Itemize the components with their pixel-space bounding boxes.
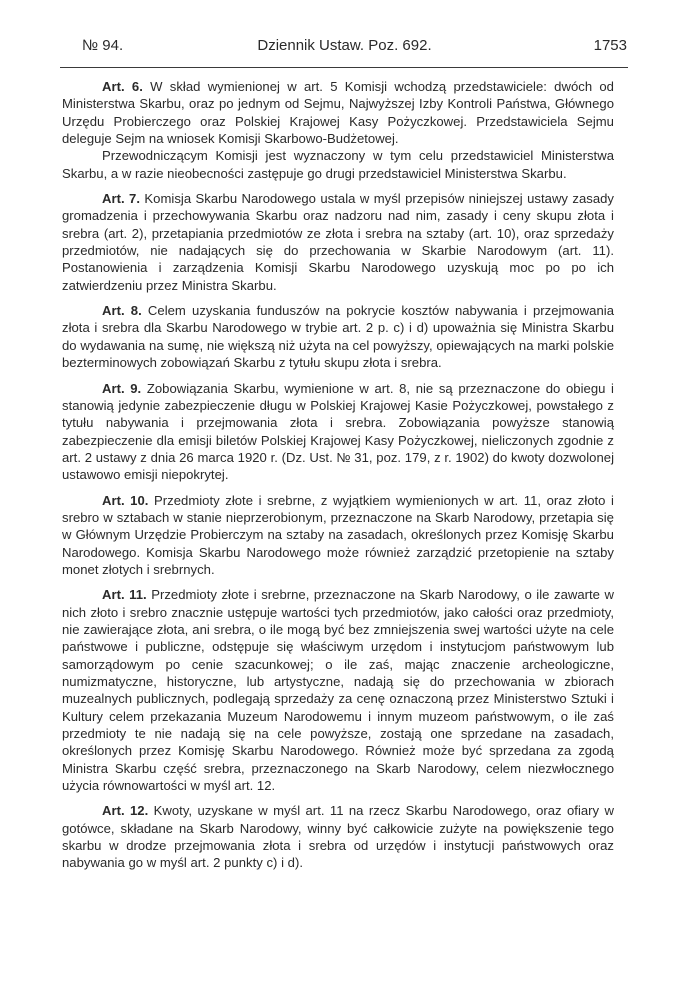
article-text: Przedmioty złote i srebrne, z wyjątkiem wymienionych w art. 11, oraz złoto i srebro w sztabach w stanie nieprzerobionym, przeznaczone na Skarb Narodowy, przetapia się w Głównym Urzędzie Probierczym na sztaby na zasadach, określonych przez Komisję Skarbu Narodowego. Komisja Skarbu Narodowego może również zarządzić przetopienie na sztaby monet złotych i srebrnych.: [62, 492, 614, 577]
paragraph-art-10: [62, 492, 614, 579]
article-text: Celem uzyskania funduszów na pokrycie kosztów nabywania i przejmowania złota i srebra dla Skarbu Narodowego w trybie art. 2 p. c) i d) upoważnia się Ministra Skarbu do wydawania na sumę, nie większą niż użyta na cel powyższy, opiewających na marki polskie bezterminowych zobowiązań Skarbu z tytułu skupu złota i srebra.: [62, 303, 614, 371]
page-number: 1753: [593, 37, 627, 54]
article-text: Zobowiązania Skarbu, wymienione w art. 8, nie są przeznaczone do obiegu i stanowią jedynie zabezpieczenie długu w Polskiej Krajowej Kasie Pożyczkowej, powstałego z tytułu nabywania i przejmowania złota i srebra. Zobowiązania powyższe stanowią zabezpieczenie dla emisji biletów Polskiej Krajowej Kasy Pożyczkowej, nieliczonych zgodnie z art. 2 ustawy z dnia 26 marca 1920 r. (Dz. Ust. № 31, poz. 179, z r. 1902) do kwoty dozwolonej ustawowo emisji niepokrytej.: [62, 380, 614, 483]
paragraph-art-7: [62, 190, 614, 294]
journal-title: Dziennik Ustaw. Poz. 692.: [257, 37, 432, 54]
header-rule: [60, 67, 628, 68]
paragraph-art-6-cont: [62, 147, 614, 182]
article-label: Art. 8.: [102, 303, 142, 319]
issue-number: № 94.: [82, 37, 124, 54]
paragraph-art-12: [62, 802, 614, 871]
article-label: Art. 11.: [102, 587, 147, 603]
article-text: Kwoty, uzyskane w myśl art. 11 na rzecz Skarbu Narodowego, oraz ofiary w gotówce, składane na Skarb Narodowy, winny być całkowicie zużyte na powiększenie tego skarbu w drodze przejmowania złota i srebra od urzędów i instytucji państwowych oraz nabywania go w myśl art. 2 punkty c) i d).: [62, 803, 614, 871]
document-body: [62, 78, 614, 872]
paragraph-art-11: [62, 586, 614, 794]
article-text: Przewodniczącym Komisji jest wyznaczony w tym celu przedstawiciel Ministerstwa Skarbu, a w razie nieobecności zastępuje go drugi przedstawiciel Ministerstwa Skarbu.: [62, 148, 614, 181]
paragraph-art-9: [62, 380, 614, 484]
paragraph-art-8: [62, 302, 614, 371]
article-label: Art. 12.: [102, 803, 149, 819]
paragraph-art-6: [62, 78, 614, 147]
article-text: W skład wymienionej w art. 5 Komisji wchodzą przedstawiciele: dwóch od Ministerstwa Skarbu, oraz po jednym od Sejmu, Najwyższej Izby Kontroli Państwa, Głównego Urzędu Probierczego oraz Polskiej Krajowej Kasy Pożyczkowej. Przedstawiciela Sejmu deleguje Sejm na wniosek Komisji Skarbowo-Budżetowej.: [62, 79, 614, 147]
article-label: Art. 10.: [102, 492, 149, 508]
article-text: Przedmioty złote i srebrne, przeznaczone na Skarb Narodowy, o ile zawarte w nich złoto i srebro znacznie ustępuje wartości tych przedmiotów, jako całości oraz przedmioty, nie zawierające złota, ani srebra, o ile mogą być bez zmniejszenia swej wartości użyte na cele państwowe i publiczne, odstępuje się właściwym urzędom i instytucjom państwowym lub samorządowym po cenie szacunkowej; o ile zaś, mając znaczenie archeologiczne, numizmatyczne, historyczne, lub artystyczne, nadają się do przechowania w zbiorach muzealnych publicznych, podlegają sprzedaży za cenę oznaczoną przez Ministerstwo Sztuki i Kultury celem przekazania Muzeum Narodowemu i innym muzeom państwowym, o ile zaś przedmioty te nie nadają się na cele powyższe, zostają one sprzedane na zasadach, określonych przez Komisję Skarbu Narodowego. Również może być sprzedana za zgodą Ministra Skarbu część srebra, przeznaczonego na Skarb Narodowy, celem niezwłocznego użycia równowartości w myśl art. 12.: [62, 587, 614, 794]
article-label: Art. 7.: [102, 191, 140, 207]
article-label: Art. 9.: [102, 380, 142, 396]
article-text: Komisja Skarbu Narodowego ustala w myśl przepisów niniejszej ustawy zasady gromadzenia i przechowywania Skarbu oraz nadzoru nad nim, zasady i ceny skupu złota i srebra (art. 2), przetapiania przedmiotów ze złota i srebra na sztaby (art. 10), oraz sprzedaży przedmiotów, nie nadających się do przechowania w Skarbie Narodowym (art. 11). Postanowienia i zarządzenia Komisji Skarbu Narodowego uzyskują moc po po ich zatwierdzeniu przez Ministra Skarbu.: [62, 191, 614, 293]
article-label: Art. 6.: [102, 79, 143, 94]
running-header: [0, 0, 689, 66]
